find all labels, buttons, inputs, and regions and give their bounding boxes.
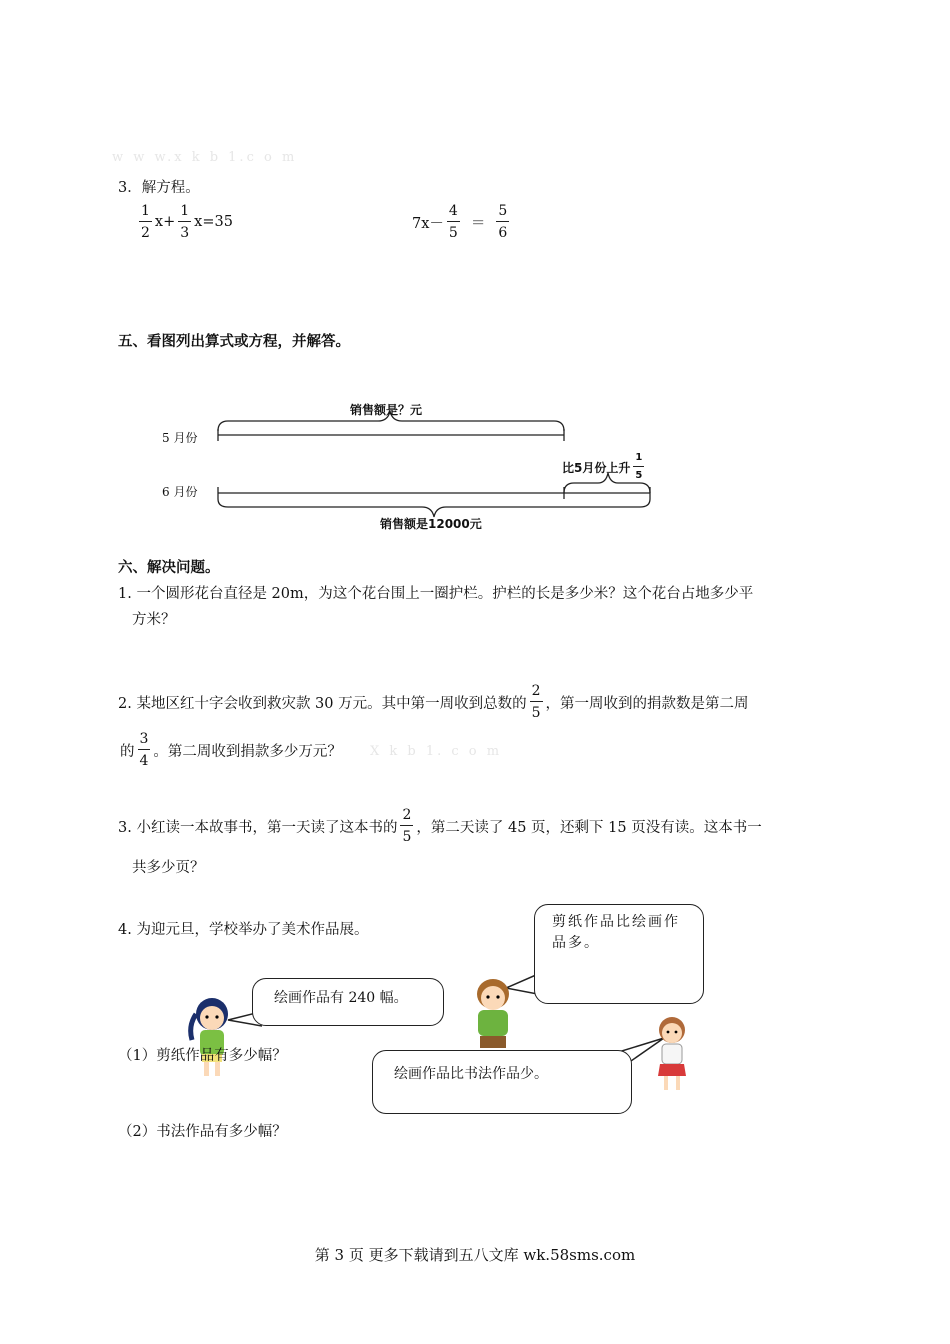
- equation-1: $\frac{1}{2}$ x+ $\frac{1}{3}$ x=35: [141, 203, 233, 241]
- june-label: 6 月份: [162, 485, 198, 499]
- fraction: $\frac{3}{4}$: [139, 731, 149, 769]
- problem-3-line1: 3. 小红读一本故事书，第一天读了这本书的 $\frac{2}{5}$ ，第二天读了 45 页，还剩下 15 页没有读。这本书一: [118, 807, 762, 845]
- q3-heading: 3．解方程。: [118, 180, 200, 196]
- rise-label: 比5月份上升 $\frac{1}{5}$: [562, 452, 643, 481]
- problem-2-line2: 的 $\frac{3}{4}$ 。第二周收到捐款多少万元？: [120, 731, 342, 769]
- problem-4-intro: 4. 为迎元旦，学校举办了美术作品展。: [118, 922, 369, 938]
- problem-1-line1: 1. 一个圆形花台直径是 20m，为这个花台围上一圈护栏。护栏的长是多少米？这个花台占地多少平: [118, 586, 754, 602]
- sub-question-1: （1）剪纸作品有多少幅？: [118, 1048, 287, 1064]
- section-6-title: 六、解决问题。: [118, 560, 220, 576]
- page-footer: 第 3 页 更多下载请到五八文库 wk.58sms.com: [314, 1246, 636, 1264]
- boy-illustration: [466, 976, 520, 1052]
- girl-illustration-2: [650, 1014, 698, 1094]
- section-5-title: 五、看图列出算式或方程，并解答。: [118, 334, 350, 350]
- bubble-left-text: 绘画作品有 240 幅。: [274, 990, 408, 1006]
- watermark: w w w.x k b 1.c o m: [112, 150, 298, 165]
- problem-2-line1: 2. 某地区红十字会收到救灾款 30 万元。其中第一周收到总数的 $\frac{2}{5}$ ，第一周收到的捐款数是第二周: [118, 683, 749, 721]
- watermark: X k b 1. c o m: [370, 744, 503, 759]
- fraction: $\frac{5}{6}$: [498, 203, 508, 241]
- sub-question-2: （2）书法作品有多少幅？: [118, 1124, 287, 1140]
- top-label: 销售额是？元: [350, 403, 423, 417]
- problem-3-line2: 共多少页？: [132, 860, 205, 876]
- fraction: $\frac{2}{5}$: [402, 807, 412, 845]
- problem-1-line2: 方米？: [132, 612, 176, 628]
- bubble-bottom-text: 绘画作品比书法作品少。: [394, 1066, 548, 1082]
- may-label: 5 月份: [162, 431, 198, 445]
- fraction: $\frac{1}{5}$: [635, 452, 643, 481]
- fraction: $\frac{4}{5}$: [448, 203, 458, 241]
- girl-illustration: [186, 996, 238, 1082]
- bottom-label: 销售额是12000元: [380, 517, 482, 531]
- fraction: $\frac{1}{2}$: [141, 203, 150, 241]
- bubble-top-text: 剪纸作品比绘画作品多。: [552, 914, 680, 951]
- fraction: $\frac{2}{5}$: [531, 683, 541, 721]
- equation-2: 7x－ $\frac{4}{5}$ ＝ $\frac{5}{6}$: [412, 203, 508, 241]
- fraction: $\frac{1}{3}$: [180, 203, 190, 241]
